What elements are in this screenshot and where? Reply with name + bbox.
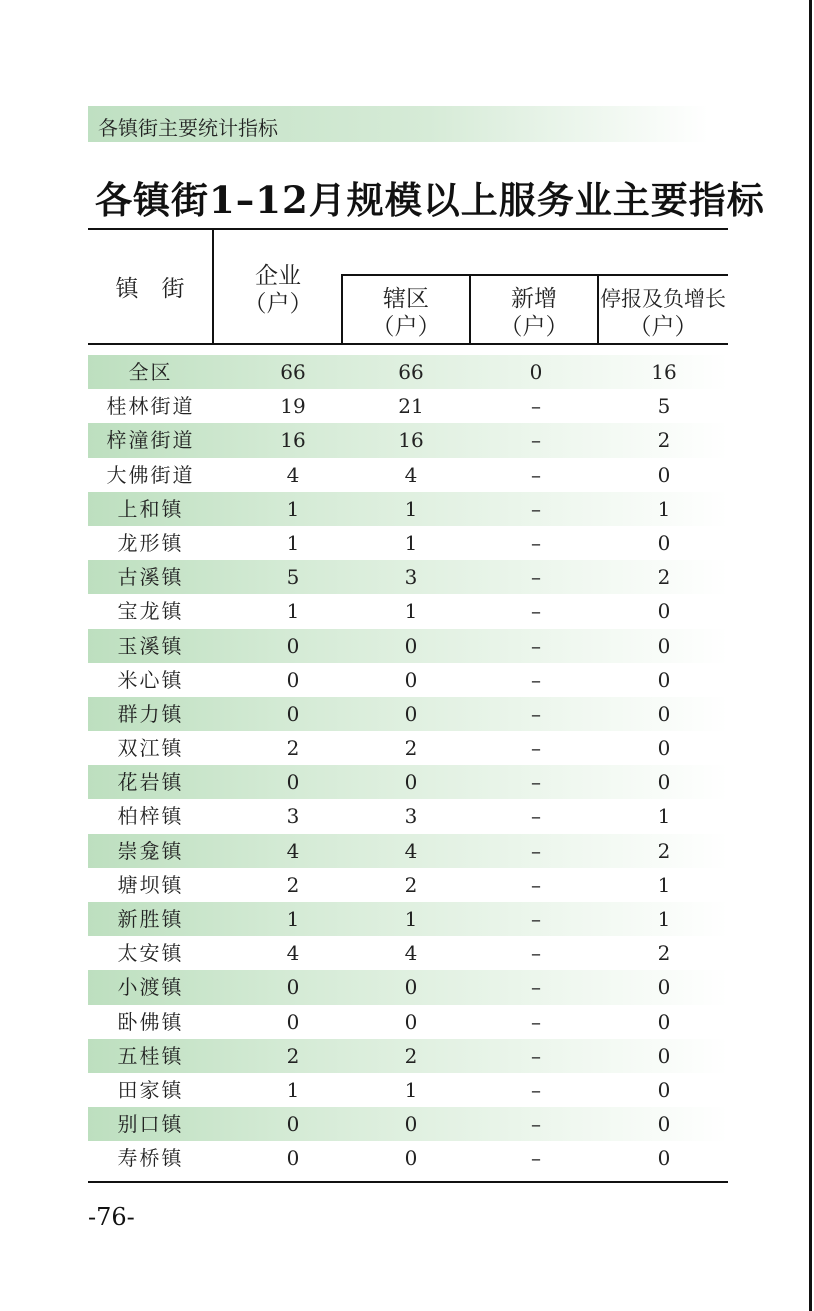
section-banner — [88, 106, 708, 142]
stopped-count-cell: 0 — [657, 1146, 671, 1171]
new-added-cell: – — [531, 530, 541, 555]
town-name-cell: 崇龛镇 — [117, 838, 184, 863]
new-added-cell: – — [531, 736, 541, 761]
header-enterprise: 企业 — [255, 263, 301, 289]
town-name-cell: 全区 — [128, 360, 173, 384]
town-name-cell: 梓潼街道 — [106, 428, 195, 453]
district-count-cell: 2 — [404, 736, 418, 761]
header-new-added-unit: （户） — [499, 314, 569, 340]
enterprise-count-cell: 4 — [286, 941, 300, 966]
stopped-count-cell: 1 — [657, 804, 671, 829]
enterprise-count-cell: 0 — [286, 667, 300, 692]
district-count-cell: 4 — [404, 462, 418, 487]
stopped-count-cell: 0 — [657, 701, 671, 726]
new-added-cell: – — [531, 872, 541, 897]
new-added-cell: – — [531, 1146, 541, 1171]
new-added-cell: – — [531, 838, 541, 863]
stopped-count-cell: 0 — [657, 975, 671, 1000]
enterprise-count-cell: 1 — [286, 907, 300, 931]
town-name-cell: 寿桥镇 — [117, 1146, 184, 1171]
enterprise-count-cell: 4 — [286, 838, 300, 863]
new-added-cell: – — [531, 1112, 541, 1137]
enterprise-count-cell: 3 — [286, 804, 300, 829]
stopped-count-cell: 16 — [651, 360, 677, 384]
table-row — [88, 902, 728, 936]
table-row — [88, 629, 728, 663]
enterprise-count-cell: 1 — [286, 496, 300, 521]
header-district-unit: （户） — [371, 314, 441, 340]
table-body — [88, 355, 728, 1176]
header-district: 辖区 — [383, 286, 429, 312]
stopped-count-cell: 0 — [657, 1009, 671, 1034]
stopped-count-cell: 1 — [657, 496, 671, 521]
header-new-added: 新增 — [511, 286, 557, 312]
town-name-cell: 田家镇 — [117, 1077, 184, 1102]
new-added-cell: – — [531, 394, 541, 419]
table-row — [88, 560, 728, 594]
stopped-count-cell: 0 — [657, 633, 671, 658]
town-name-cell: 桂林街道 — [106, 394, 195, 419]
table-row — [88, 663, 728, 697]
enterprise-count-cell: 0 — [286, 1009, 300, 1034]
district-count-cell: 4 — [404, 941, 418, 966]
new-added-cell: – — [531, 1009, 541, 1034]
table-row — [88, 1141, 728, 1175]
stopped-count-cell: 0 — [657, 1043, 671, 1068]
new-added-cell: – — [531, 667, 541, 692]
stopped-count-cell: 0 — [657, 736, 671, 761]
table-row — [88, 355, 728, 389]
town-name-cell: 群力镇 — [117, 701, 184, 726]
stopped-count-cell: 0 — [657, 530, 671, 555]
town-name-cell: 塘坝镇 — [117, 872, 184, 897]
new-added-cell: – — [531, 633, 541, 658]
district-count-cell: 0 — [404, 975, 418, 1000]
table-row — [88, 526, 728, 560]
town-name-cell: 小渡镇 — [117, 975, 184, 1000]
enterprise-count-cell: 4 — [286, 462, 300, 487]
enterprise-count-cell: 0 — [286, 633, 300, 658]
enterprise-count-cell: 0 — [286, 1146, 300, 1171]
new-added-cell: – — [531, 496, 541, 521]
town-name-cell: 古溪镇 — [117, 565, 184, 590]
new-added-cell: – — [531, 565, 541, 590]
enterprise-count-cell: 1 — [286, 530, 300, 555]
district-count-cell: 16 — [398, 428, 424, 453]
new-added-cell: – — [531, 462, 541, 487]
district-count-cell: 1 — [404, 496, 418, 521]
table-bottom-rule — [88, 1181, 728, 1183]
table-row — [88, 936, 728, 970]
town-name-cell: 龙形镇 — [117, 530, 184, 555]
stopped-count-cell: 0 — [657, 1077, 671, 1102]
table-row — [88, 594, 728, 628]
district-count-cell: 4 — [404, 838, 418, 863]
new-added-cell: – — [531, 701, 541, 726]
stopped-count-cell: 0 — [657, 599, 671, 624]
new-added-cell: – — [531, 770, 541, 795]
district-count-cell: 0 — [404, 1009, 418, 1034]
new-added-cell: – — [531, 975, 541, 1000]
new-added-cell: – — [531, 428, 541, 453]
new-added-cell: – — [531, 804, 541, 829]
stopped-count-cell: 0 — [657, 667, 671, 692]
table-row — [88, 492, 728, 526]
enterprise-count-cell: 2 — [286, 1043, 300, 1068]
table-row — [88, 458, 728, 492]
district-count-cell: 0 — [404, 633, 418, 658]
town-name-cell: 上和镇 — [117, 496, 184, 521]
table-row — [88, 1107, 728, 1141]
enterprise-count-cell: 1 — [286, 599, 300, 624]
table-row — [88, 697, 728, 731]
table-row — [88, 423, 728, 457]
header-town: 镇 街 — [115, 276, 185, 302]
district-count-cell: 1 — [404, 599, 418, 624]
new-added-cell: – — [531, 941, 541, 966]
enterprise-count-cell: 5 — [286, 565, 300, 590]
town-name-cell: 大佛街道 — [106, 462, 195, 487]
table-row — [88, 1039, 728, 1073]
town-name-cell: 太安镇 — [117, 941, 184, 966]
stopped-count-cell: 1 — [657, 872, 671, 897]
new-added-cell: – — [531, 1077, 541, 1102]
district-count-cell: 2 — [404, 1043, 418, 1068]
table-row — [88, 834, 728, 868]
new-added-cell: 0 — [529, 360, 543, 384]
stopped-count-cell: 2 — [657, 941, 671, 966]
header-bottom-rule — [88, 343, 728, 345]
enterprise-count-cell: 0 — [286, 975, 300, 1000]
district-count-cell: 0 — [404, 770, 418, 795]
town-name-cell: 卧佛镇 — [117, 1009, 184, 1034]
table-row — [88, 868, 728, 902]
new-added-cell: – — [531, 907, 541, 931]
district-count-cell: 0 — [404, 1146, 418, 1171]
header-stopped-unit: （户） — [628, 314, 698, 340]
enterprise-count-cell: 0 — [286, 770, 300, 795]
town-name-cell: 五桂镇 — [117, 1043, 184, 1068]
table-row — [88, 389, 728, 423]
table-row — [88, 799, 728, 833]
stopped-count-cell: 0 — [657, 770, 671, 795]
stopped-count-cell: 1 — [657, 907, 671, 931]
new-added-cell: – — [531, 1043, 541, 1068]
district-count-cell: 2 — [404, 872, 418, 897]
page-number: -76- — [88, 1203, 135, 1231]
table-row — [88, 731, 728, 765]
subheader-top-rule — [341, 274, 728, 276]
enterprise-count-cell: 1 — [286, 1077, 300, 1102]
district-count-cell: 21 — [398, 394, 424, 419]
page-edge-line — [809, 0, 812, 1311]
stopped-count-cell: 2 — [657, 838, 671, 863]
district-count-cell: 66 — [398, 360, 424, 384]
header-enterprise-unit: （户） — [243, 291, 313, 317]
district-count-cell: 1 — [404, 530, 418, 555]
enterprise-count-cell: 66 — [280, 360, 306, 384]
town-name-cell: 米心镇 — [117, 667, 184, 692]
district-count-cell: 0 — [404, 1112, 418, 1137]
district-count-cell: 1 — [404, 1077, 418, 1102]
town-name-cell: 花岩镇 — [117, 770, 184, 795]
section-label: 各镇街主要统计指标 — [98, 116, 278, 140]
town-name-cell: 柏梓镇 — [117, 804, 184, 829]
enterprise-count-cell: 19 — [280, 394, 306, 419]
enterprise-count-cell: 0 — [286, 701, 300, 726]
district-count-cell: 0 — [404, 701, 418, 726]
enterprise-count-cell: 2 — [286, 872, 300, 897]
table-row — [88, 1005, 728, 1039]
enterprise-count-cell: 2 — [286, 736, 300, 761]
town-name-cell: 玉溪镇 — [117, 633, 184, 658]
district-count-cell: 3 — [404, 565, 418, 590]
district-count-cell: 3 — [404, 804, 418, 829]
stopped-count-cell: 2 — [657, 565, 671, 590]
stopped-count-cell: 2 — [657, 428, 671, 453]
header-divider-vertical-1 — [212, 229, 214, 345]
town-name-cell: 新胜镇 — [117, 907, 184, 931]
town-name-cell: 双江镇 — [117, 736, 184, 761]
town-name-cell: 宝龙镇 — [117, 599, 184, 624]
new-added-cell: – — [531, 599, 541, 624]
stopped-count-cell: 5 — [657, 394, 671, 419]
table-row — [88, 1073, 728, 1107]
table-top-rule — [88, 228, 728, 230]
district-count-cell: 1 — [404, 907, 418, 931]
table-row — [88, 765, 728, 799]
stopped-count-cell: 0 — [657, 462, 671, 487]
district-count-cell: 0 — [404, 667, 418, 692]
stopped-count-cell: 0 — [657, 1112, 671, 1137]
header-stopped: 停报及负增长 — [600, 287, 726, 311]
enterprise-count-cell: 16 — [280, 428, 306, 453]
page-title: 各镇街1–12月规模以上服务业主要指标 — [95, 178, 765, 222]
table-row — [88, 970, 728, 1004]
enterprise-count-cell: 0 — [286, 1112, 300, 1137]
town-name-cell: 别口镇 — [117, 1112, 184, 1137]
